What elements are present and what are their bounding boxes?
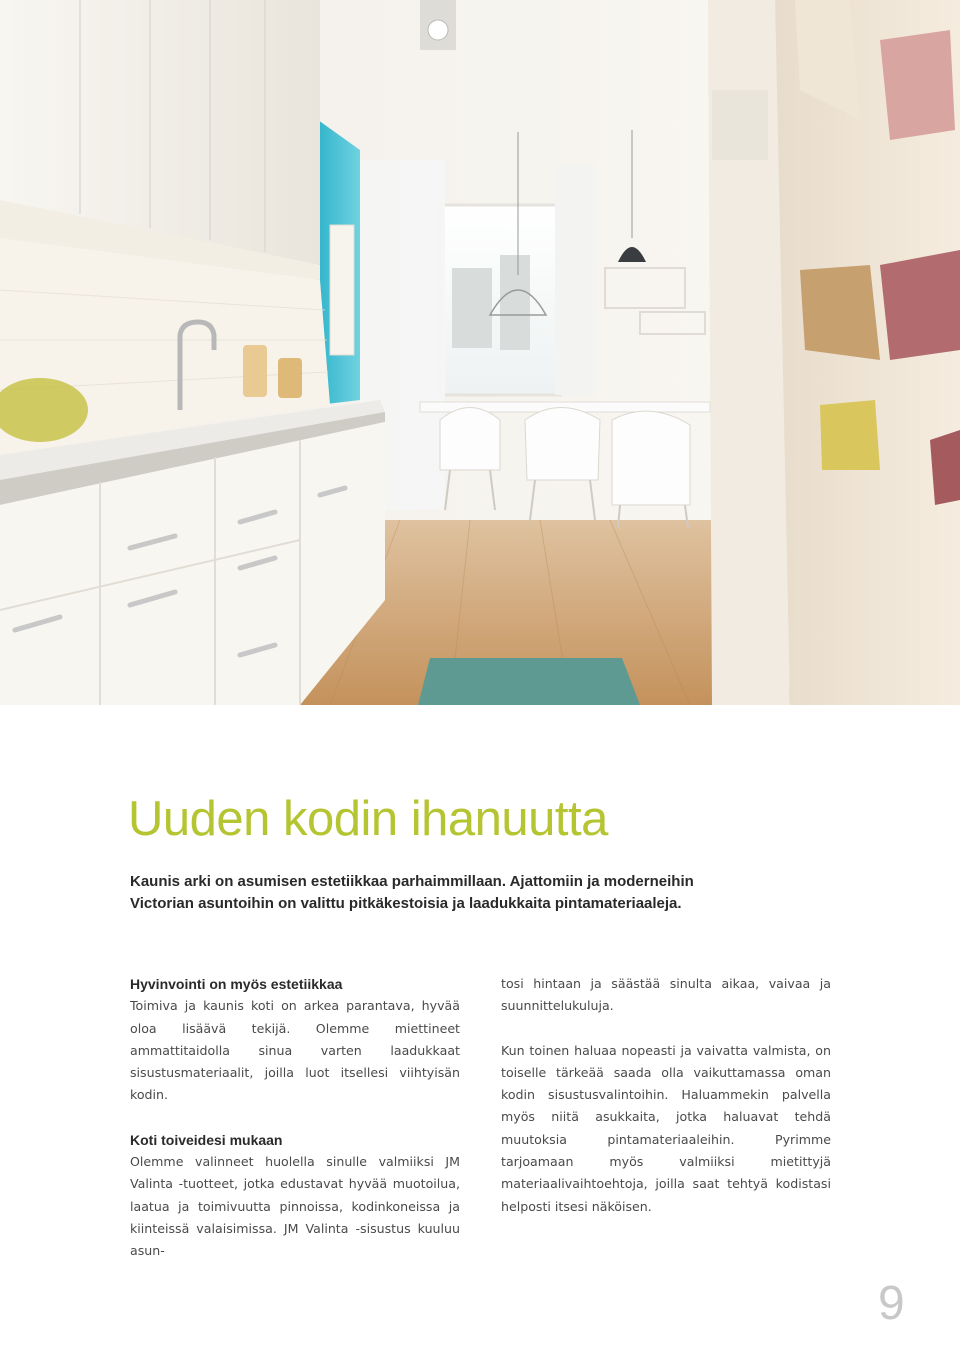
page-title: Uuden kodin ihanuutta [128, 792, 608, 846]
right-curtain [555, 165, 595, 395]
rug [418, 658, 640, 705]
lead-paragraph [130, 871, 830, 915]
right-paragraph-1: tosi hintaan ja säästää sinulta aikaa, vaivaa ja suunnittelukuluja. [501, 976, 831, 1014]
lead-line-1: Kaunis arki on asumisen estetiikkaa parhaimmillaan. Ajattomiin ja moderneihin [130, 873, 694, 890]
ceiling-spotlight [420, 0, 456, 50]
white-chair-middle [525, 408, 600, 481]
white-chair-left [440, 408, 500, 471]
wall-poster [330, 225, 354, 355]
page-number: 9 [878, 1277, 905, 1330]
section-heading-wishes: Koti toiveidesi mukaan [130, 1131, 283, 1148]
left-column [130, 973, 460, 1285]
white-chair-right [612, 411, 690, 505]
section-text-wishes: Olemme valinneet huolella sinulle valmiiksi JM Valinta -tuotteet, jotka edustavat hyvää muotoilua, laatua ja toimivuutta pinnoissa, kodinkoneissa ja kiinteissä valaisimissa. JM Valinta -sisustus kuuluu asun- [130, 1154, 460, 1259]
right-column [501, 973, 831, 1240]
section-text-wellbeing: Toimiva ja kaunis koti on arkea parantava, hyvää oloa lisäävä tekijä. Olemme miettineet ammattitaidolla sinua varten laadukkaat sisustusmateriaalit, joilla luot itsellesi viihtyisän kodin. [130, 998, 460, 1103]
lead-line-2: Victorian asuntoihin on valittu pitkäkestoisia ja laadukkaita pintamateriaaleja. [130, 895, 682, 912]
section-heading-wellbeing: Hyvinvointi on myös estetiikkaa [130, 976, 343, 992]
right-paragraph-2: Kun toinen haluaa nopeasti ja vaivatta valmista, on toiselle tärkeää saada olla vaikuttamassa oman kodin sisustusvalintoihin. Haluammekin palvella myös niitä asukkaita, jotka haluavat tehdä muutoksia pintamateriaaleihin. Pyrimme tarjoamaan myös valmiiksi mietittyjä materiaalivaihtoehtoja, joilla saat tehtyä kodistasi helposti itsesi näköisen. [501, 1042, 831, 1214]
